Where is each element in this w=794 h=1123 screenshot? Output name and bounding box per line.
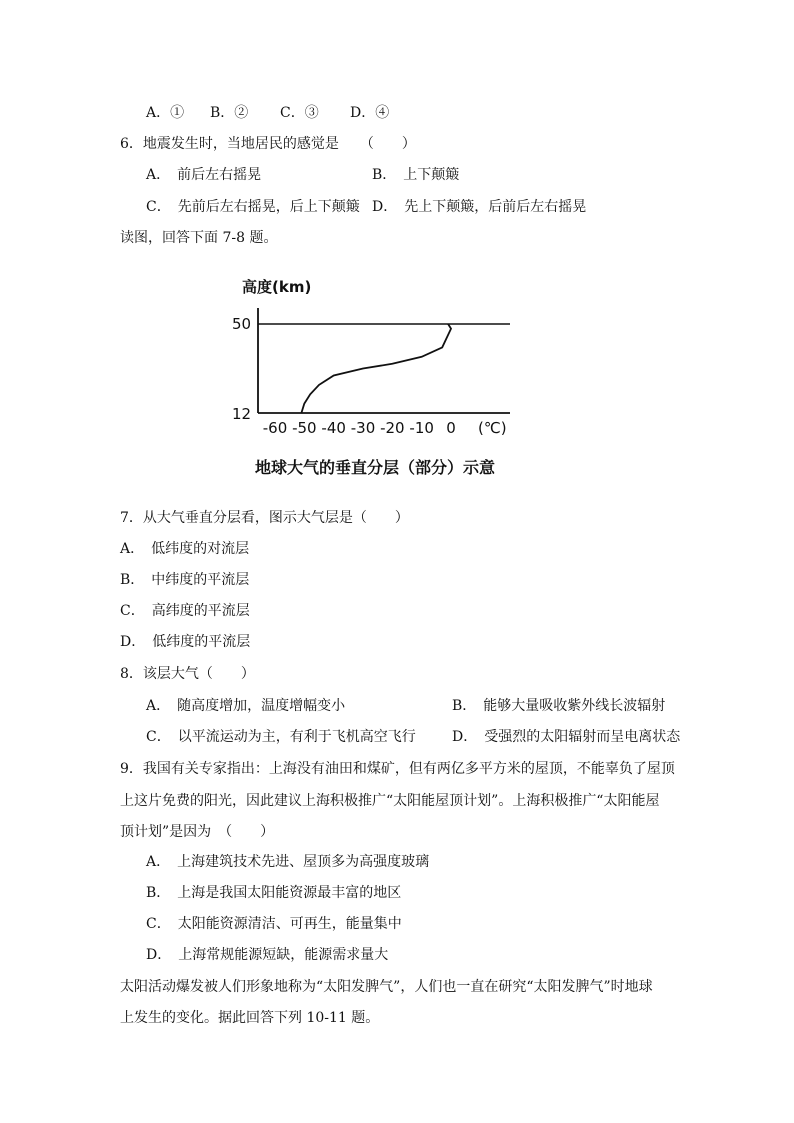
q8-option-a: A． 随高度增加，温度增幅变小 [146, 698, 346, 714]
q5-option-a: A．① [146, 105, 185, 121]
x-tick-label: -40 [321, 419, 346, 437]
chart-title: 地球大气的垂直分层（部分）示意 [254, 458, 496, 477]
x-axis-unit: (℃) [478, 419, 507, 437]
q6-stem: 6．地震发生时，当地居民的感觉是 （ ） [120, 136, 416, 152]
q6-option-a: A． 前后左右摇晃 [146, 167, 262, 183]
x-tick-label: -20 [380, 419, 405, 437]
intro-10-11-line-1: 太阳活动爆发被人们形象地称为“太阳发脾气”，人们也一直在研究“太阳发脾气”时地球 [120, 979, 653, 995]
q6-option-c: C． 先前后左右摇晃，后上下颠簸 [146, 199, 360, 215]
temperature-curve [301, 324, 451, 413]
intro-10-11-line-2: 上发生的变化。据此回答下列 10-11 题。 [120, 1010, 380, 1026]
q9-stem-line-3: 顶计划”是因为 （ ） [120, 824, 275, 840]
q5-option-d: D．④ [350, 105, 390, 121]
intro-7-8: 读图，回答下面 7-8 题。 [120, 230, 278, 246]
x-tick-label: -10 [409, 419, 434, 437]
y-tick-50: 50 [232, 315, 252, 333]
q9-option-c: C． 太阳能资源清洁、可再生，能量集中 [146, 916, 402, 932]
x-tick-label: -30 [350, 419, 376, 437]
q5-option-b: B．② [210, 105, 249, 121]
q8-stem: 8．该层大气（ ） [120, 666, 255, 682]
y-axis-label: 高度(km) [242, 278, 312, 296]
atmosphere-chart [220, 268, 530, 483]
q6-option-b: B． 上下颠簸 [372, 167, 460, 183]
y-tick-12: 12 [232, 405, 252, 423]
x-tick-label: -50 [292, 419, 317, 437]
q7-option-a: A． 低纬度的对流层 [120, 541, 250, 557]
q7-stem: 7．从大气垂直分层看，图示大气层是（ ） [120, 510, 409, 526]
q8-option-c: C． 以平流运动为主，有利于飞机高空飞行 [146, 729, 416, 745]
q6-option-d: D． 先上下颠簸，后前后左右摇晃 [372, 199, 587, 215]
q8-option-b: B． 能够大量吸收紫外线长波辐射 [452, 698, 666, 714]
x-tick-label: 0 [446, 419, 456, 437]
q9-stem-line-2: 上这片免费的阳光，因此建议上海积极推广“太阳能屋顶计划”。上海积极推广“太阳能屋 [120, 793, 660, 809]
q7-option-d: D． 低纬度的平流层 [120, 634, 251, 650]
q9-option-d: D． 上海常规能源短缺，能源需求量大 [146, 947, 389, 963]
q5-option-c: C．③ [280, 105, 319, 121]
q8-option-d: D． 受强烈的太阳辐射而呈电离状态 [452, 729, 681, 745]
q9-option-b: B． 上海是我国太阳能资源最丰富的地区 [146, 885, 402, 901]
x-tick-label: -60 [262, 419, 288, 437]
q9-option-a: A． 上海建筑技术先进、屋顶多为高强度玻璃 [146, 854, 430, 870]
q7-option-c: C． 高纬度的平流层 [120, 603, 250, 619]
q7-option-b: B． 中纬度的平流层 [120, 572, 250, 588]
q9-stem-line-1: 9．我国有关专家指出：上海没有油田和煤矿，但有两亿多平方米的屋顶，不能辜负了屋顶 [120, 761, 675, 777]
